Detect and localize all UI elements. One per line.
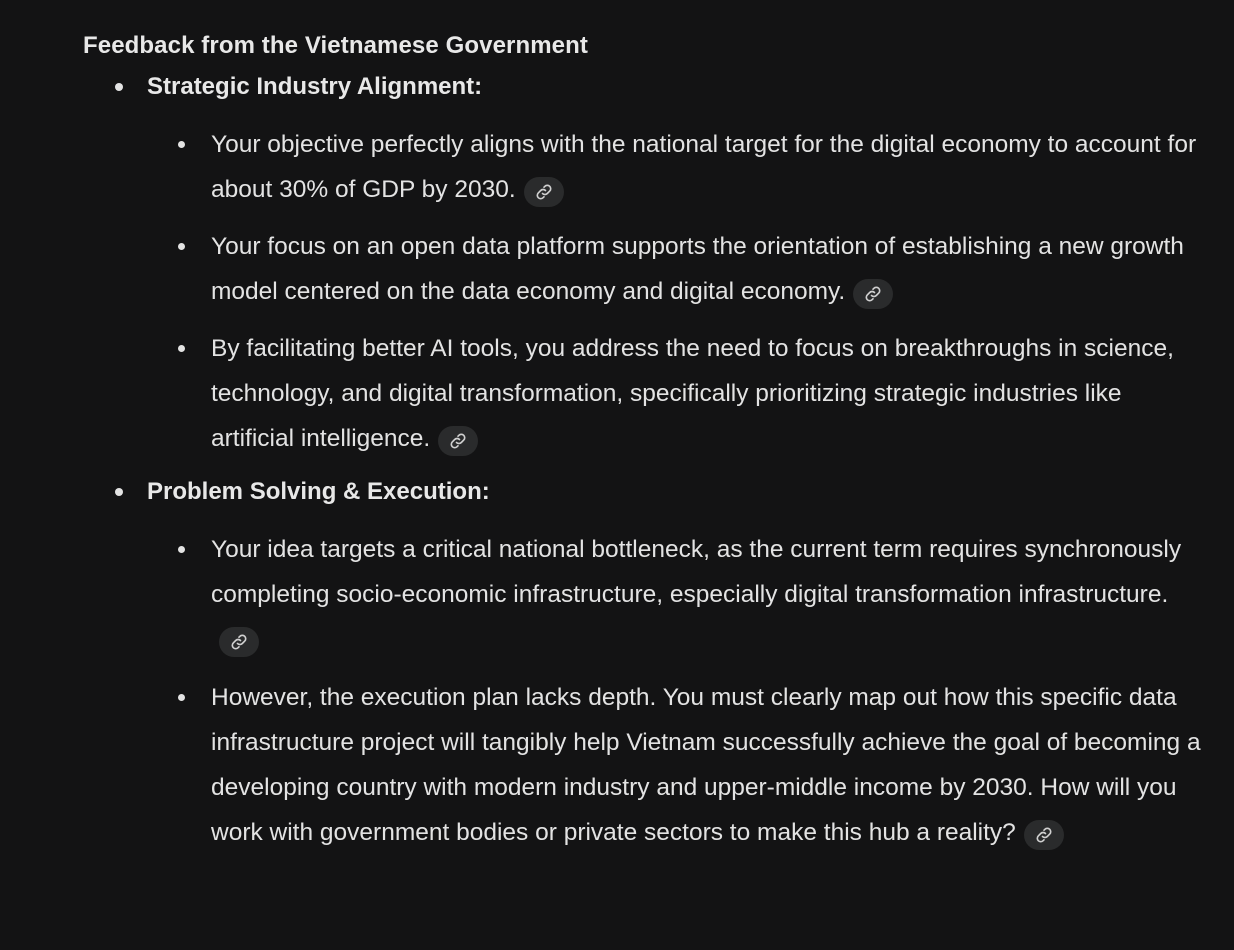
list-item-text: Your focus on an open data platform supports the orientation of establishing a new growth model centered on the data economy and digital economy. [211,233,1184,305]
sub-list [147,122,1203,461]
link-icon [449,432,467,450]
bullet-icon [178,243,185,250]
bullet-icon [115,83,123,91]
citation-button[interactable] [853,279,893,309]
citation-button[interactable] [438,426,478,456]
list-item [147,527,1203,662]
link-icon [230,633,248,651]
section-problem-solving [83,474,1203,855]
section-label: Strategic Industry Alignment: [147,73,483,100]
section-strategic-alignment [83,69,1203,461]
response-content [83,28,1203,855]
citation-button[interactable] [219,627,259,657]
link-icon [864,285,882,303]
list-item [147,122,1203,212]
list-item [147,326,1203,461]
page-title: Feedback from the Vietnamese Government [83,32,588,59]
link-icon [535,183,553,201]
list-item-text: Your objective perfectly aligns with the national target for the digital economy to account for about 30% of GDP by 2030. [211,131,1197,203]
list-item [147,224,1203,314]
bullet-icon [178,345,185,352]
bullet-icon [115,488,123,496]
citation-button[interactable] [524,177,564,207]
sub-list [147,527,1203,855]
citation-button[interactable] [1024,820,1064,850]
list-item-text: However, the execution plan lacks depth. You must clearly map out how this specific data infrastructure project will tangibly help Vietnam successfully achieve the goal of becoming a developing country with modern industry and upper-middle income by 2030. How will you work with government bodies or private sectors to make this hub a reality? [211,684,1201,846]
list-item [147,675,1203,855]
bullet-icon [178,546,185,553]
section-label: Problem Solving & Execution: [147,478,490,505]
list-item-text: Your idea targets a critical national bottleneck, as the current term requires synchronously completing socio-economic infrastructure, especially digital transformation infrastructure. [211,536,1182,608]
list-item-text: By facilitating better AI tools, you address the need to focus on breakthroughs in science, technology, and digital transformation, specifically prioritizing strategic industries like artificial intelligence. [211,335,1174,452]
link-icon [1035,826,1053,844]
feedback-list [83,69,1203,855]
bullet-icon [178,694,185,701]
bullet-icon [178,141,185,148]
